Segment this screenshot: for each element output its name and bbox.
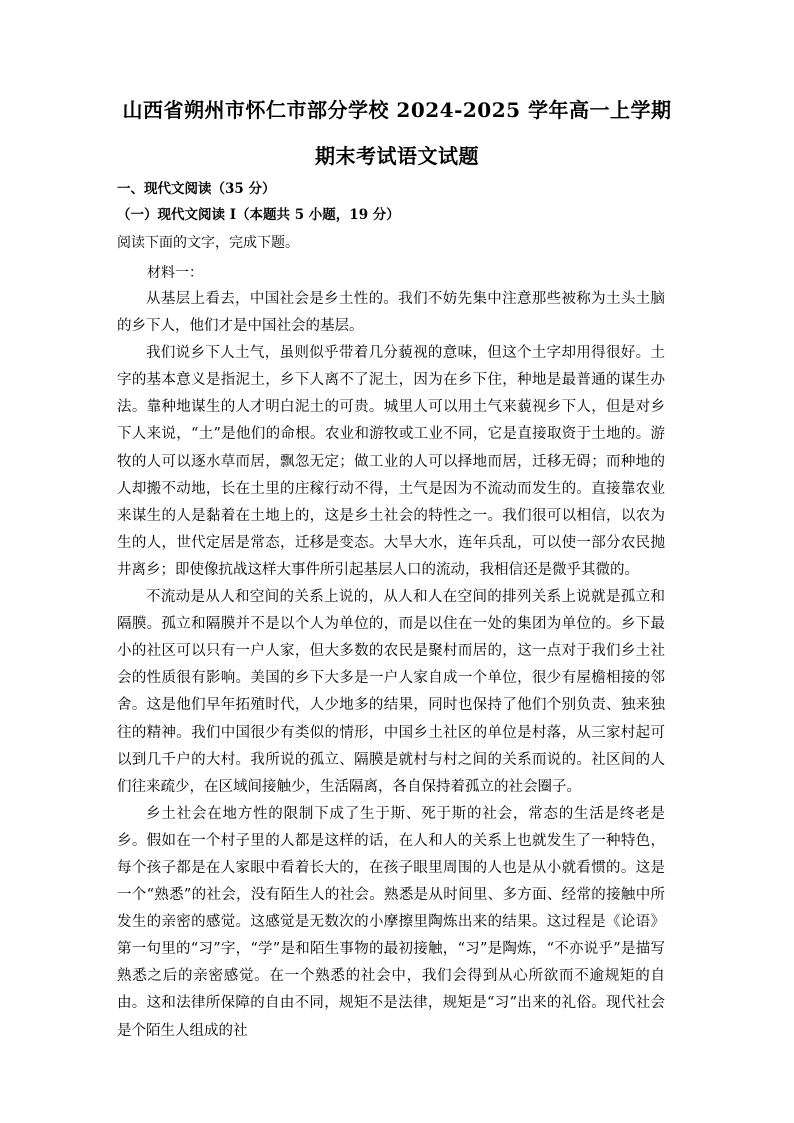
exam-title-line-2: 期末考试语文试题 (315, 144, 479, 168)
passage-paragraph-3: 不流动是从人和空间的关系上说的，从人和人在空间的排列关系上说就是孤立和隔膜。孤立和隔膜并不是以个人为单位的，而是以住在一处的集团为单位的。乡下最小的社区可以只有一户人家，但大多数的农民是聚村而居的，这一点对于我们乡土社会的性质很有影响。美国的乡下大多是一户人家自成一个单位，很少有屋檐相接的邻舍。这是他们早年拓殖时代，人少地多的结果，同时也保持了他们个别负责、独来独往的精神。我们中国很少有类似的情形，中国乡土社区的单位是村落，从三家村起可以到几千户的大村。我所说的孤立、隔膜是就村与村之间的关系而说的。社区间的人们往来疏少，在区域间接触少，生活隔离，各自保持着孤立的社会圈子。 (117, 589, 665, 795)
subsection-heading: （一）现代文阅读 I（本题共 5 小题，19 分） (117, 207, 400, 223)
reading-instruction: 阅读下面的文字，完成下题。 (117, 235, 299, 251)
section-heading: 一、现代文阅读（35 分） (117, 181, 276, 197)
material-label: 材料一： (147, 265, 203, 281)
passage-paragraph-4: 乡土社会在地方性的限制下成了生于斯、死于斯的社会，常态的生活是终老是乡。假如在一个村子里的人都是这样的话，在人和人的关系上也就发生了一种特色，每个孩子都是在人家眼中看着长大的，在孩子眼里周围的人也是从小就看惯的。这是一个“熟悉”的社会，没有陌生人的社会。熟悉是从时间里、多方面、经常的接触中所发生的亲密的感觉。这感觉是无数次的小摩擦里陶炼出来的结果。这过程是《论语》第一句里的“习”字，“学”是和陌生事物的最初接触，“习”是陶炼，“不亦说乎”是描写熟悉之后的亲密感觉。在一个熟悉的社会中，我们会得到从心所欲而不逾规矩的自由。这和法律所保障的自由不同，规矩不是法律，规矩是“习”出来的礼俗。现代社会是个陌生人组成的社 (117, 805, 665, 1039)
exam-title-line-1: 山西省朔州市怀仁市部分学校 2024-2025 学年高一上学期 (122, 98, 672, 122)
passage-paragraph-1: 从基层上看去，中国社会是乡土性的。我们不妨先集中注意那些被称为土头土脑的乡下人，他们才是中国社会的基层。 (117, 291, 665, 335)
passage-body (117, 286, 665, 1045)
passage-paragraph-2: 我们说乡下人土气，虽则似乎带着几分藐视的意味，但这个土字却用得很好。土字的基本意义是指泥土，乡下人离不了泥土，因为在乡下住，种地是最普通的谋生办法。靠种地谋生的人才明白泥土的可贵。城里人可以用土气来藐视乡下人，但是对乡下人来说，“土”是他们的命根。农业和游牧或工业不同，它是直接取资于土地的。游牧的人可以逐水草而居，飘忽无定；做工业的人可以择地而居，迁移无碍；而种地的人却搬不动地，长在土里的庄稼行动不得，土气是因为不流动而发生的。直接靠农业来谋生的人是黏着在土地上的，这是乡土社会的特性之一。我们很可以相信，以农为生的人，世代定居是常态，迁移是变态。大旱大水，连年兵乱，可以使一部分农民抛井离乡；即使像抗战这样大事件所引起基层人口的流动，我相信还是微乎其微的。 (117, 345, 665, 578)
